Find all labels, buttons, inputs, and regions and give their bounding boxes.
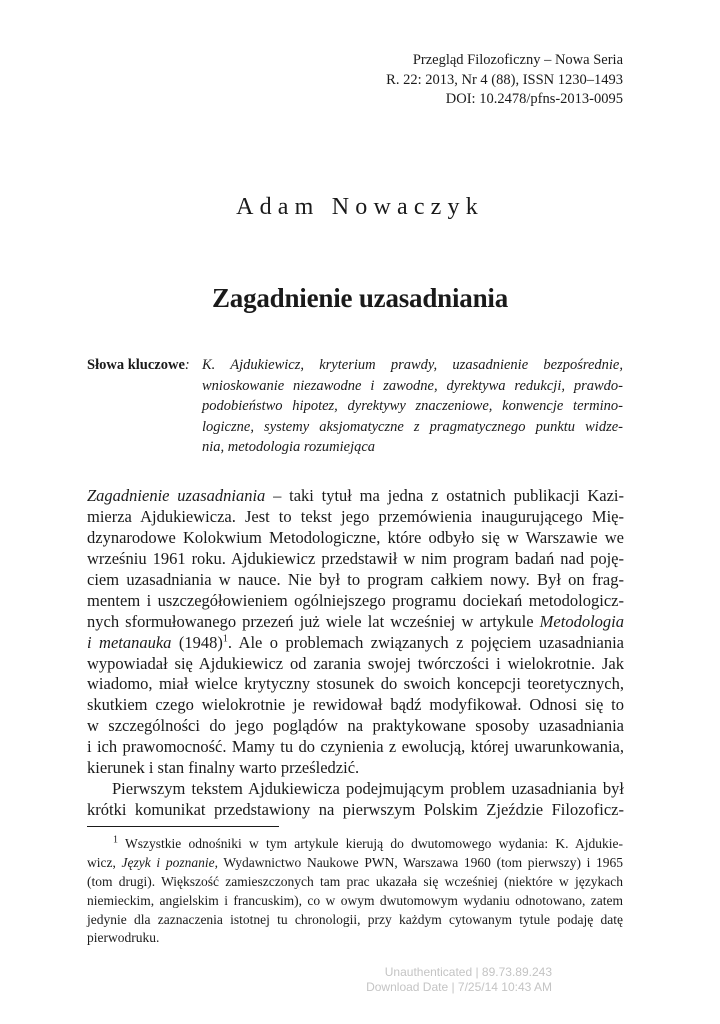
body-line: wypowiadał się Ajdukiewicz od zarania swojej twórczości i wielokrotnie. Jak <box>87 653 624 673</box>
footnote-line: wicz, Język i poznanie, Wydawnictwo Naukowe PWN, Warszawa 1960 (tom pierwszy) i 1965 <box>87 854 624 870</box>
body-line: i metanauka $(1948)^1$. Ale o problemach związanych z pojęciem uzasadniania <box>87 632 625 652</box>
journal-issue: R. 22: 2013, Nr 4 (88), ISSN 1230–1493 <box>386 71 623 88</box>
body-line: ciem uzasadniania w nauce. Nie był to program całkiem nowy. Był on frag- <box>87 569 624 589</box>
footnote-line: jedynie dla zaznaczenia istotnej tu chronologii, przy każdym cytowanym tytule podaję datę <box>87 911 623 927</box>
watermark-date: Download Date | 7/25/14 10:43 AM <box>366 980 552 994</box>
body-line: i ich prawomocność. Mamy tu do czynienia z ewolucją, której uwarunkowania, <box>87 737 624 757</box>
keywords-line: wnioskowanie niezawodne i zawodne, dyrektywa redukcji, prawdo- <box>202 377 623 394</box>
body-line: skutkiem czego wielokrotnie je rewidował bądź modyfikował. Odnosi się to <box>87 695 624 715</box>
footnote-line: niemieckim, angielskim i francuskim), co w owym dwutomowym wydaniu odnotowano, zatem <box>87 892 623 908</box>
journal-info <box>223 51 623 110</box>
cited-title: Zagadnienie uzasadniania <box>87 486 266 505</box>
article-title: Zagadnienie uzasadniania <box>211 283 509 313</box>
keywords-line: nia, metodologia rozumiejąca <box>202 439 376 455</box>
footnote-line: $^1$ Wszystkie odnośniki w tym artykule kierują do dwutomowego wydania: K. Ajdukie- <box>113 834 623 851</box>
footnote-reference[interactable]: 1 <box>222 633 228 645</box>
keywords-label: Słowa kluczowe: <box>87 357 190 373</box>
body-line: w szczególności do jego poglądów na praktykowane sposoby uzasadniania <box>87 716 624 736</box>
keywords-list <box>202 355 623 458</box>
body-line: mentem i uszczegółowieniem ogólniejszego programu dociekań metodologicz- <box>87 590 624 610</box>
body-line: krótki komunikat przedstawiony na pierwszym Polskim Zjeździe Filozoficz- <box>87 800 624 820</box>
body-line: nych sformułowanego przezeń już wiele lat wcześniej w artykule Metodologia <box>87 611 624 631</box>
cited-title: Język i poznanie <box>121 854 215 870</box>
journal-doi: DOI: 10.2478/pfns-2013-0095 <box>445 91 623 107</box>
body-line: mierza Ajdukiewicza. Jest to tekst jego przemówienia inaugurującego Mię- <box>87 506 624 526</box>
download-watermark <box>366 965 552 995</box>
cited-title: Metodologia <box>539 611 624 631</box>
body-line: dzynarodowe Kolokwium Metodologiczne, które odbyło się w Warszawie we <box>87 527 624 547</box>
body-line: wrześniu 1961 roku. Ajdukiewicz przedstawił w nim program badań nad poję- <box>87 548 624 568</box>
footnote-marker: 1 <box>113 834 118 846</box>
keywords-line: logiczne, systemy aksjomatyczne z pragmatycznego punktu widze- <box>202 418 623 435</box>
keywords-line: podobieństwo hipotez, dyrektywy znaczeniowe, konwencje termino- <box>202 398 623 414</box>
body-line: Pierwszym tekstem Ajdukiewicza podejmującym problem uzasadniania był <box>112 779 624 799</box>
watermark-auth: Unauthenticated | 89.73.89.243 <box>384 965 552 979</box>
body-text <box>87 486 624 821</box>
cited-title: i metanauka <box>87 632 172 652</box>
footnote <box>87 835 623 948</box>
body-line: Zagadnienie uzasadniania – taki tytuł ma jedna z ostatnich publikacji Kazi- <box>87 486 624 505</box>
body-line: wiadomo, miał wielce krytyczny stosunek do swoich koncepcji teoretycznych, <box>87 674 624 694</box>
footnote-line: (tom drugi). Większość zamieszczonych tam prac ukazała się wcześniej (niektóre w językach <box>87 873 623 889</box>
body-line: kierunek i stan finalny warto prześledzić. <box>87 758 360 778</box>
footnote-line: pierwodruku. <box>87 930 160 946</box>
author-name: Adam Nowaczyk <box>236 194 484 220</box>
journal-name: Przegląd Filozoficzny – Nowa Seria <box>412 52 623 68</box>
keywords-line: K. Ajdukiewicz, kryterium prawdy, uzasadnienie bezpośrednie, <box>202 357 623 373</box>
footnote-divider <box>87 826 279 827</box>
